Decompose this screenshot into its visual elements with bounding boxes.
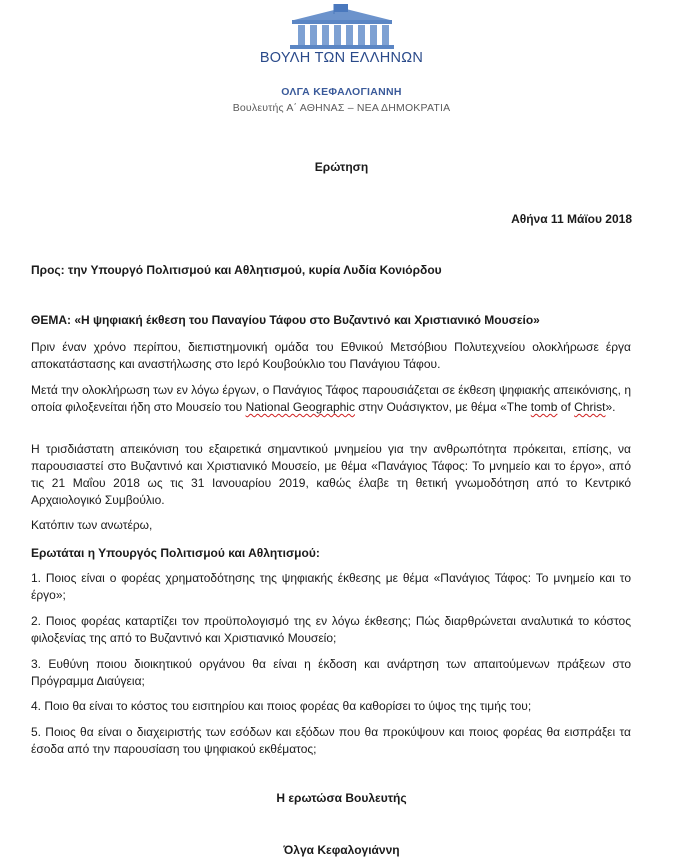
paragraph-text: ». bbox=[605, 400, 616, 414]
paragraph-text: στην Ουάσιγκτον, με θέμα «The bbox=[354, 400, 531, 414]
question-item: 1. Ποιος είναι ο φορέας χρηματοδότησης της ψηφιακής έκθεσης με θέμα «Πανάγιος Τάφος: Το μνημείο και το έργο»; bbox=[31, 571, 631, 602]
paragraph-text: Μετά την ολοκλήρωση των εν λόγω έργων, ο Πανάγιος Τάφος παρουσιάζεται σε έκθεση ψηφιακής απεικόνισης, η οποία φιλοξενείται ήδη στο Μουσείο του bbox=[31, 383, 631, 414]
museum-name: National Geographic bbox=[245, 400, 355, 414]
exhibition-title-word: Christ bbox=[574, 400, 606, 414]
question-item: 5. Ποιος θα είναι ο διαχειριστής των εσόδων και εξόδων που θα προκύψουν και ποιος φορέας θα εισπράξει τα έσοδα από την παρουσίαση του ψηφιακού εκθέματος; bbox=[31, 725, 631, 756]
logo bbox=[0, 4, 683, 50]
paragraph-intro: Πριν έναν χρόνο περίπου, διεπιστημονική ομάδα του Εθνικού Μετσόβιου Πολυτεχνείου ολοκλήρωσε έργα αποκατάστασης και αναστήλωσης στο Ιερό Κουβούκλιο του Πανάγιου Τάφου. bbox=[31, 340, 631, 371]
document-type: Ερώτηση bbox=[314, 160, 369, 174]
question-item: 3. Ευθύνη ποιου διοικητικού οργάνου θα είναι η έκδοση και ανάρτηση των απαιτούμενων πράξεων στο Πρόγραμμα Διαύγεια; bbox=[31, 657, 631, 688]
question-item: 4. Ποιο θα είναι το κόστος του εισιτηρίου και ποιος φορέας θα καθορίσει το ύψος της τιμής του; bbox=[31, 699, 532, 713]
paragraph-text: of bbox=[557, 400, 575, 414]
paragraph-presentation: Η τρισδιάστατη απεικόνιση του εξαιρετικά σημαντικού μνημείου για την ανθρωπότητα πρόκειται, επίσης, να παρουσιαστεί στο Βυζαντινό και Χριστιανικό Μουσείο, με θέμα «Πανάγιος Τάφος: Το μνημείο και το έργο», από τις 21 Μαΐου 2018 ως τις 31 Ιανουαρίου 2019, καθώς έλαβε τη θετική γνωμοδότηση από το Κεντρικό Αρχαιολογικό Συμβούλιο. bbox=[31, 442, 631, 507]
subject: ΘΕΜΑ: «Η ψηφιακή έκθεση του Παναγίου Τάφου στο Βυζαντινό και Χριστιανικό Μουσείο» bbox=[31, 313, 540, 327]
paragraph-transition: Κατόπιν των ανωτέρω, bbox=[31, 518, 153, 532]
signature: Όλγα Κεφαλογιάννη bbox=[283, 843, 400, 857]
mp-name: ΟΛΓΑ ΚΕΦΑΛΟΓΙΑΝΝΗ bbox=[281, 86, 402, 98]
exhibition-title-word: tomb bbox=[530, 400, 558, 414]
parliament-name: ΒΟΥΛΗ ΤΩΝ ΕΛΛΗΝΩΝ bbox=[259, 50, 424, 66]
document-date: Αθήνα 11 Μάϊου 2018 bbox=[511, 212, 632, 226]
paragraph-exhibition bbox=[31, 382, 631, 416]
questions-intro: Ερωτάται η Υπουργός Πολιτισμού και Αθλητισμού: bbox=[31, 546, 320, 560]
recipient: Προς: την Υπουργό Πολιτισμού και Αθλητισμού, κυρία Λυδία Κονιόρδου bbox=[31, 263, 442, 277]
signoff: Η ερωτώσα Βουλευτής bbox=[276, 791, 407, 805]
mp-role: Βουλευτής Α΄ ΑΘΗΝΑΣ – ΝΕΑ ΔΗΜΟΚΡΑΤΙΑ bbox=[232, 102, 451, 114]
question-item: 2. Ποιος φορέας καταρτίζει τον προϋπολογισμό της εν λόγω έκθεσης; Πώς διαρθρώνεται αναλυτικά το κόστος φιλοξενίας της από το Βυζαντινό και Χριστιανικό Μουσείο; bbox=[31, 614, 631, 645]
hellenic-parliament-logo-icon bbox=[272, 4, 412, 50]
